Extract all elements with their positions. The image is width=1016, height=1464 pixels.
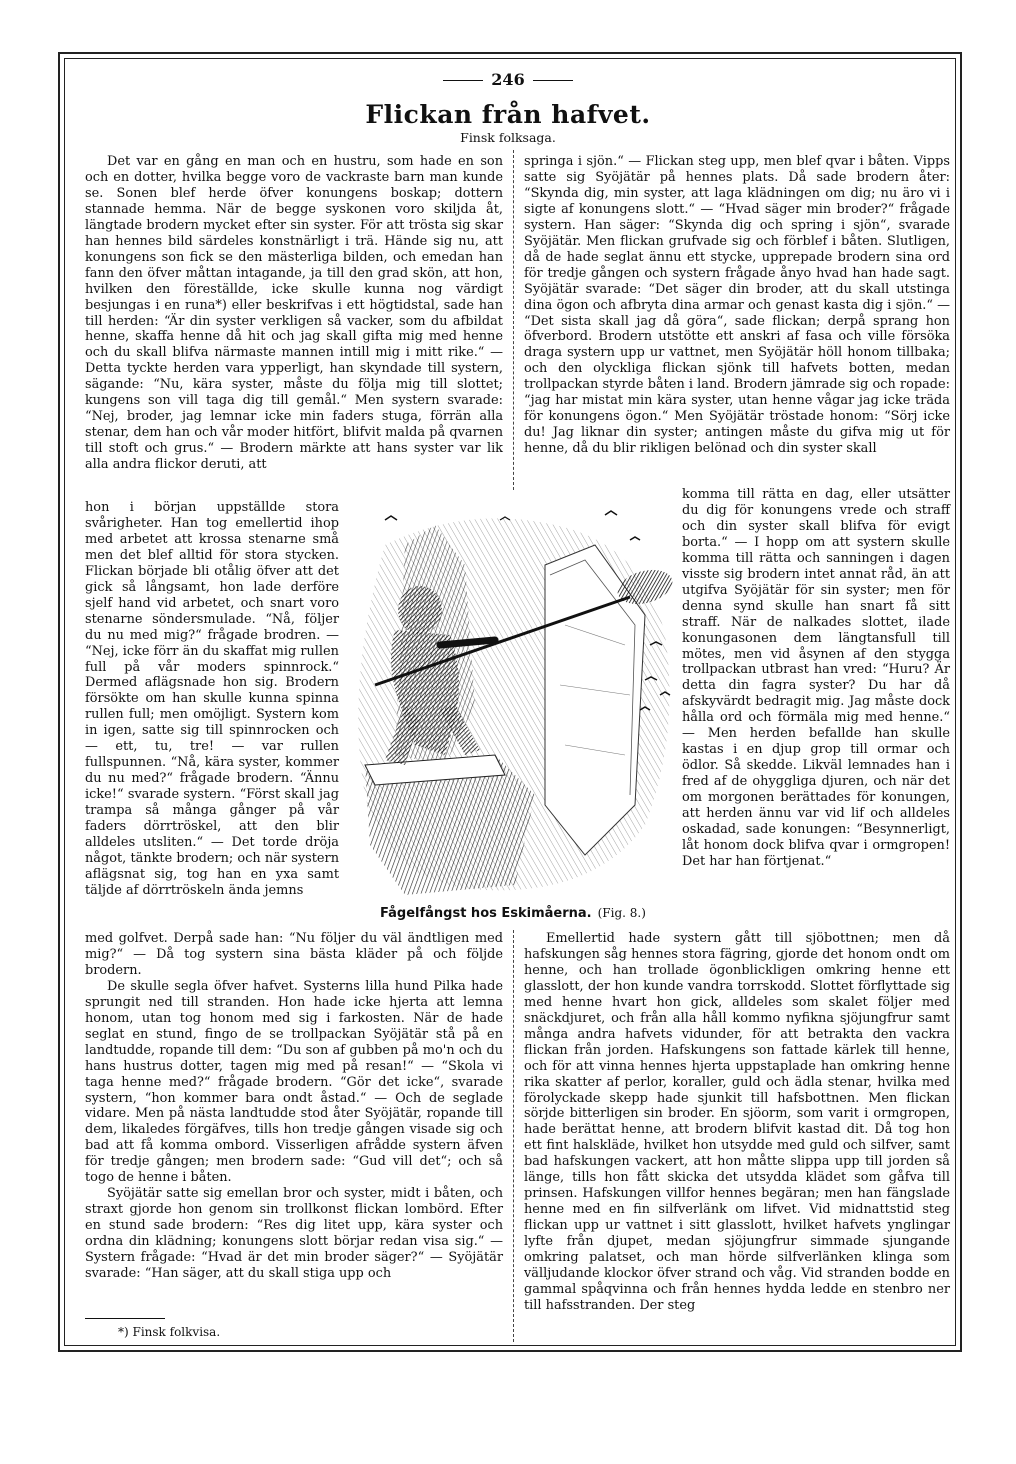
- paragraph: hon i början uppställde stora svårigheter. Han tog emellertid ihop med arbetet att krossa stenarne små men det blef alltid för stora stycken. Flickan började bli otålig öfver att det gick så långsamt, hon lade derföre sjelf hand vid arbetet, och snart voro stenarne söndersmulade. “Nå, följer du nu med mig?“ frågade brodren. — “Nej, icke förr än du skaffat mig rullen full på vår moders spinnrock.“ Dermed aflägsnade hon sig. Brodern försökte om han skulle kunna spinna rullen full; men omöjligt. Systern kom in igen, satte sig till spinnrocken och — ett, tu, tre! — var rullen fullspunnen. “Nå, kära syster, kommer du nu med?“ frågade brodern. “Ännu icke!“ svarade systern. “Först skall jag trampa så många gånger på vår faders dörrtröskel, att den blir alldeles utsliten.“ — Det torde dröja något, tänkte brodern; och när systern aflägsnat sig, tog han en yxa samt täljde af dörrtröskeln ända jemns: [85, 500, 339, 898]
- page-number-text: 246: [491, 70, 525, 89]
- text-column-left-bottom: [85, 931, 503, 1313]
- engraving-illustration: [345, 505, 680, 905]
- paragraph: komma till rätta en dag, eller utsätter du dig för konungens vrede och straff och din syster skall blifva för evigt borta.“ — I hopp om att systern skulle komma till rätta och sanningen i dagen visste sig brodern intet annat råd, än att utgifva Syöjätär för sin syster; men för denna synd skulle han snart få sitt straff. När de nalkades slottet, ilade konungasonen dem längtansfull till mötes, men vid åsynen af den stygga trollpackan utbrast han vred: “Huru? Är detta din fagra syster? Du har då afskyvärdt bedragit mig. Jag måste dock hålla ord och förmäla mig med henne.“ — Men herden befallde han skulle kastas i en djup grop till ormar och ödlor. Så skedde. Likväl lemnades han i fred af de ohyggliga djuren, och när det om morgonen berättades för konungen, att herden ännu var vid lif och alldeles oskadad, sade konungen: “Besynnerligt, låt honom dock blifva qvar i ormgropen! Det har han förtjenat.“: [682, 487, 950, 869]
- column-divider: [513, 150, 515, 490]
- text-column-right-wrap: [682, 487, 950, 931]
- paragraph: De skulle segla öfver hafvet. Systerns lilla hund Pilka hade sprungit ned till stranden. Hon hade icke hjerta att lemna honom, utan tog honom med sig i farkosten. När de hade seglat en stund, fingo de se trollpackan Syöjätär stå på en landtudde, ropande till dem: “Du son af gubben på mo'n och du hans hustrus dotter, tagen mig med på resan!“ — “Skola vi taga henne med?“ frågade brodern. “Gör det icke“, svarade systern, “hon kommer bara ondt åstad.“ — Och de seglade vidare. Men på nästa landtudde stod åter Syöjätär, ropande till dem, likaledes förgäfves, tills hon tredje gången visade sig och bad att få komma ombord. Visserligen afrådde systern äfven för tredje gången; men brodern sade: “Gud vill det“; och så togo de henne i båten.: [85, 978, 503, 1186]
- text-column-left-top: [85, 154, 503, 500]
- article-title: Flickan från hafvet.: [365, 100, 651, 129]
- text-column-right-top: [524, 154, 950, 487]
- column-divider: [513, 930, 515, 1342]
- article-subtitle: Finsk folksaga.: [460, 130, 556, 145]
- paragraph: Det var en gång en man och en hustru, som hade en son och en dotter, hvilka begge voro de vackraste barn man kunde se. Sonen blef herde öfver konungens boskap; dottern stannade hemma. När de begge syskonen voro skiljda åt, längtade brodern mycket efter sin syster. För att trösta sig skar han hennes bild särdeles konstnärligt i trä. Hände sig nu, att konungens son fick se den mästerliga bilden, och emedan han fann den öfver måttan intagande, ja till den grad skön, att hon, hvilken den föreställde, icke skulle kunna nog värdigt besjungas i en runa*) eller beskrifvas i ett högtidstal, sade han till herden: “Är din syster verkligen så vacker, som du afbildat henne, skaffa henne då hit och jag skall gifta mig med henne och du skall blifva närmaste mannen intill mig i mitt rike.“ — Detta tyckte herden vara ypperligt, han skyndade till systern, sägande: “Nu, kära syster, måste du följa mig till slottet; kungens son vill taga dig till gemål.“ Men systern svarade: “Nej, broder, jag lemnar icke min faders stuga, förrän alla stenar, dem han och vår moder hitfört, blifvit malda på qvarnen till stoft och grus.“ — Brodern märkte att hans syster var lik alla andra flickor deruti, att: [85, 154, 503, 473]
- footnote: *) Finsk folkvisa.: [118, 1325, 221, 1339]
- eskimo-bird-catching-engraving: [345, 505, 680, 905]
- paragraph: Emellertid hade systern gått till sjöbottnen; men då hafskungen såg hennes stora fägring, gjorde det honom ondt om henne, och han trollade ögonblickligen omkring henne ett glasslott, der hon kunde vandra torrskodd. Slottet förflyttade sig med henne hvart hon gick, alldeles som skalet följer med snäckdjuret, och från alla håll kommo nyfikna sjöjungfrur samt många andra hafvets vidunder, för att betrakta den vackra flickan från jorden. Hafskungens son fattade kärlek till henne, och för att vinna hennes hjerta uppstaplade han omkring henne rika skatter af perlor, koraller, guld och ädla stenar, hvilka med förolyckade skepp hade sjunkit till hafsbottnen. Men flickan sörjde bitterligen sin broder. En sjöorm, som varit i ormgropen, hade berättat henne, att brodern blifvit kastad dit. Då tog hon ett fint halskläde, hvilket hon utsydde med guld och silfver, samt bad hafskungen vackert, att hon måtte slippa upp till jorden så länge, tills hon fått skicka det utsydda klädet som gåfva till prinsen. Hafskungen villfor hennes begäran; men han fängslade henne med en fin silfverlänk om lifvet. Vid midnattstid steg flickan upp ur vattnet i sitt glasslott, hvilket hafvets ynglingar lyfte från djupet, medan sjöjungfrur simmade sjungande omkring palatset, och man hörde silfverlänken klinga som välljudande klockor öfver strand och våg. Vid stranden bodde en gammal spåqvinna och från hennes hydda ledde en stenbro ner till hafsstranden. Der steg: [524, 931, 950, 1313]
- figure-caption: [380, 906, 646, 921]
- caption-text: Fågelfångst hos Eskimåerna.: [380, 906, 592, 921]
- page-number: [0, 70, 1016, 89]
- text-column-left-wrap: [85, 500, 339, 932]
- paragraph: springa i sjön.“ — Flickan steg upp, men blef qvar i båten. Vipps satte sig Syöjätär på hennes plats. Då sade brodern åter: “Skynda dig, min syster, att laga klädningen om dig; nu äro vi i sigte af konungens slott.“ — “Hvad säger min broder?“ frågade systern. Han säger: “Skynda dig och spring i sjön“, svarade Syöjätär. Men flickan grufvade sig och förblef i båten. Slutligen, då de hade seglat ännu ett stycke, upprepade brodern sina ord för tredje gången och systern frågade ånyo hvad han hade sagt. Syöjätär svarade: “Det säger din broder, att du skall utstinga dina ögon och afbryta dina armar och genast kasta dig i sjön.“ — “Det sista skall jag då göra“, sade flickan; derpå sprang hon öfverbord. Brodern utstötte ett anskri af fasa och ville försöka draga systern upp ur vattnet, men Syöjätär höll honom tillbaka; och den olyckliga flickan sjönk till hafvets botten, medan trollpackan styrde båten i land. Brodern jämrade sig och ropade: “jag har mistat min kära syster, utan henne vågar jag icke träda för konungens ögon.“ Men Syöjätär tröstade honom: “Sörj icke du! Jag liknar din syster; antingen måste du gifva mig ut för henne, då du blir rikligen belönad och din syster skall: [524, 154, 950, 457]
- footnote-rule: [85, 1318, 165, 1319]
- paragraph: Syöjätär satte sig emellan bror och syster, midt i båten, och straxt gjorde hon genom sin trollkonst flickan lombörd. Efter en stund sade brodern: “Res dig litet upp, kära syster och ordna din klädning; konungens slott börjar redan visa sig.“ — Systern frågade: “Hvad är det min broder säger?“ — Syöjätär svarade: “Han säger, att du skall stiga upp och: [85, 1186, 503, 1282]
- paragraph: med golfvet. Derpå sade han: “Nu följer du väl ändtligen med mig?“ — Då tog systern sina bästa kläder på och följde brodern.: [85, 931, 503, 978]
- text-column-right-bottom: [524, 931, 950, 1343]
- figure-label: (Fig. 8.): [597, 906, 646, 920]
